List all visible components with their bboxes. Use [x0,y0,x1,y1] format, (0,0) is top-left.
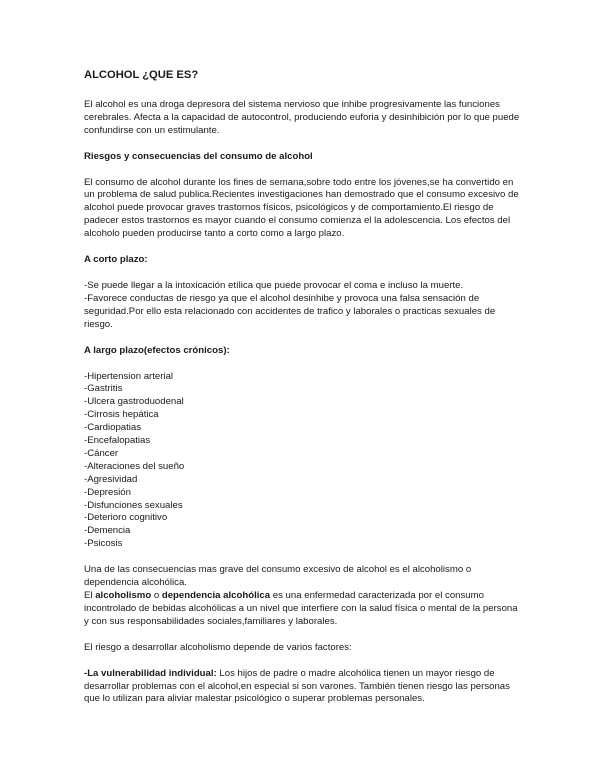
list-item: -Ulcera gastroduodenal [84,396,184,408]
list-item: -Encefalopatias [84,435,151,447]
alcoholism-definition: El alcoholismo o dependencia alcohólica es una enfermedad caracterizada por el consumo incontrolado de bebidas alcohólicas a un nivel que interfiere con la salud física o mental de la persona y con sus responsabilidades sociales,familiares y laborales. [84,590,518,627]
long-term-heading: A largo plazo(efectos crónicos): [84,344,230,356]
vulnerability-paragraph: -La vulnerabilidad individual: Los hijos de padre o madre alcohólica tienen un mayor riesgo de desarrollar problemas con el alcohol,en especial si son varones. También tienen riesgo las personas que lo utilizan para aliviar malestar psicológico o superar problemas personales. [84,667,510,705]
intro-paragraph: El alcohol es una droga depresora del sistema nervioso que inhibe progresivamente las funciones cerebrales. Afecta a la capacidad de autocontrol, produciendo euforia y desinhibición por lo que puede confundirse con un estimulante. [84,98,520,136]
risk-factors-intro: El riesgo a desarrollar alcoholismo depende de varios factores: [84,641,352,653]
term-alcoholismo: alcoholismo [95,590,152,601]
list-item: -Deterioro cognitivo [84,512,168,524]
short-term-list [84,280,524,332]
list-item: -Gastritis [84,383,123,395]
term-dependencia: dependencia alcohólica [161,590,271,601]
alcoholism-intro: Una de las consecuencias mas grave del consumo excesivo de alcohol es el alcoholismo o dependencia alcohólica. [84,564,472,589]
list-item: -Psicosis [84,538,123,550]
list-item: -Agresividad [84,473,138,485]
list-item: -Cardiopatias [84,422,142,434]
list-item: -Disfunciones sexuales [84,499,183,511]
list-item: -Cáncer [84,447,119,459]
list-item: -Demencia [84,525,131,537]
list-item: -Depresión [84,486,131,498]
vulnerability-label: -La vulnerabilidad individual: [84,667,217,679]
long-term-list [84,371,524,552]
document-body [84,69,524,706]
list-item: -Hipertension arterial [84,370,174,382]
list-item: -Cirrosis hepática [84,409,159,421]
list-item: -Alteraciones del sueño [84,460,185,472]
short-term-heading: A corto plazo: [84,254,148,266]
list-item: -Se puede llegar a la intoxicación etílica que puede provocar el coma e incluso la muerte. [84,279,464,291]
risks-paragraph: El consumo de alcohol durante los fines de semana,sobre todo entre los jóvenes,se ha convertido en un problema de salud publica.Recientes investigaciones han demostrado que el consumo excesivo de alcohol puede provocar graves trastornos físicos, psicológicos y de comportamiento.El riesgo de padecer estos trastornos es mayor cuando el consumo comienza el la adolescencia. Los efectos del alcoholo pueden producirse tanto a corto como a largo plazo. [84,176,519,240]
list-item: -Favorece conductas de riesgo ya que el alcohol desinhibe y provoca una falsa sensación de seguridad.Por ello esta relacionado con accidentes de trafico y laborales o practicas sexuales de riesgo. [84,292,496,330]
document-title: ALCOHOL ¿QUE ES? [84,69,199,81]
risks-heading: Riesgos y consecuencias del consumo de alcohol [84,150,313,162]
